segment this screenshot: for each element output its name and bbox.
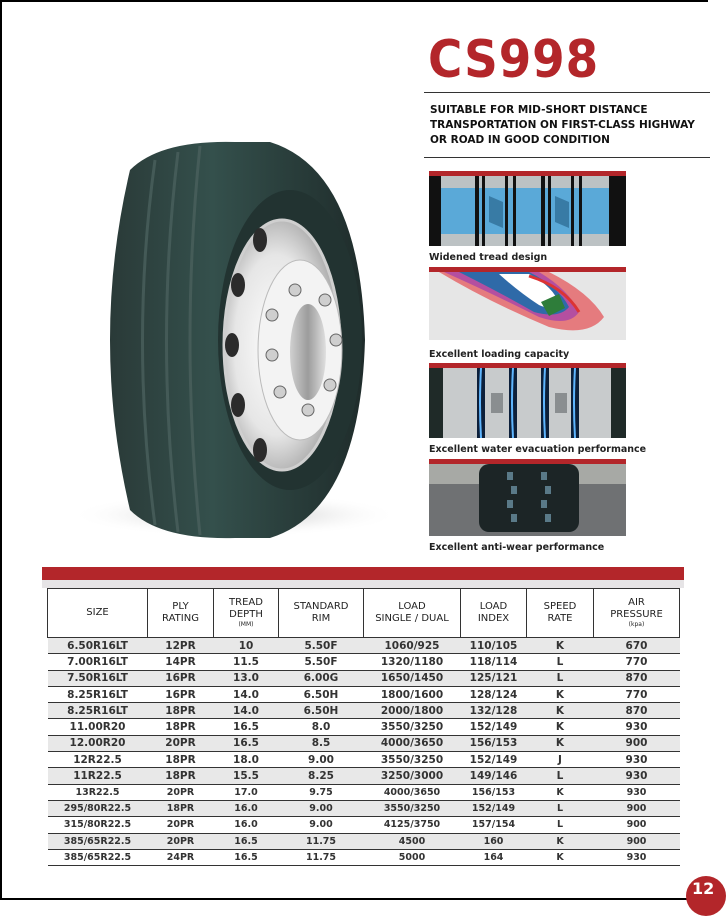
cell-load: 5000 <box>364 849 461 865</box>
product-model-title: CS998 <box>428 30 600 90</box>
table-row <box>48 638 680 654</box>
feature-water-evacuation <box>429 363 647 455</box>
cell-load: 1060/925 <box>364 638 461 654</box>
cell-size: 8.25R16LT <box>48 686 148 702</box>
cell-air-pressure: 930 <box>594 752 680 768</box>
cell-load-index: 164 <box>461 849 527 865</box>
cell-speed-rate: L <box>527 800 594 816</box>
cell-size: 385/65R22.5 <box>48 849 148 865</box>
cell-load-index: 156/153 <box>461 735 527 751</box>
cell-size: 12R22.5 <box>48 752 148 768</box>
cell-tread-depth: 13.0 <box>214 670 279 686</box>
feature-caption: Widened tread design <box>429 252 548 263</box>
cell-speed-rate: K <box>527 833 594 849</box>
anti-wear-image <box>429 464 626 536</box>
cell-tread-depth: 14.0 <box>214 703 279 719</box>
cell-load-index: 128/124 <box>461 686 527 702</box>
cell-ply-rating: 20PR <box>148 735 214 751</box>
cell-air-pressure: 900 <box>594 800 680 816</box>
cell-load: 1320/1180 <box>364 654 461 670</box>
table-row <box>48 686 680 702</box>
cell-ply-rating: 14PR <box>148 654 214 670</box>
table-row <box>48 719 680 735</box>
cell-standard-rim: 8.0 <box>279 719 364 735</box>
cell-size: 6.50R16LT <box>48 638 148 654</box>
cell-size: 315/80R22.5 <box>48 817 148 833</box>
cell-load-index: 125/121 <box>461 670 527 686</box>
cell-tread-depth: 16.0 <box>214 800 279 816</box>
page-number-badge: 12 <box>686 876 726 916</box>
cell-load: 3250/3000 <box>364 768 461 784</box>
cell-speed-rate: L <box>527 654 594 670</box>
cell-load-index: 149/146 <box>461 768 527 784</box>
header-air-pressure: AIR PRESSURE (kpa) <box>594 589 680 638</box>
cell-tread-depth: 16.5 <box>214 833 279 849</box>
cell-speed-rate: L <box>527 768 594 784</box>
cell-ply-rating: 20PR <box>148 817 214 833</box>
cell-air-pressure: 770 <box>594 686 680 702</box>
cell-tread-depth: 16.5 <box>214 849 279 865</box>
cell-ply-rating: 16PR <box>148 670 214 686</box>
cell-speed-rate: L <box>527 670 594 686</box>
table-row <box>48 752 680 768</box>
feature-caption: Excellent anti-wear performance <box>429 542 605 553</box>
cell-standard-rim: 6.50H <box>279 703 364 719</box>
description-divider <box>424 157 710 158</box>
table-row <box>48 735 680 751</box>
cell-standard-rim: 9.00 <box>279 817 364 833</box>
cell-tread-depth: 16.5 <box>214 735 279 751</box>
cell-size: 7.50R16LT <box>48 670 148 686</box>
cell-load-index: 110/105 <box>461 638 527 654</box>
table-row <box>48 703 680 719</box>
cell-standard-rim: 5.50F <box>279 638 364 654</box>
cell-tread-depth: 10 <box>214 638 279 654</box>
cell-size: 13R22.5 <box>48 784 148 800</box>
feature-caption: Excellent loading capacity <box>429 349 570 360</box>
tread-design-image <box>429 176 626 246</box>
cell-speed-rate: K <box>527 719 594 735</box>
cell-air-pressure: 930 <box>594 849 680 865</box>
cell-ply-rating: 18PR <box>148 719 214 735</box>
cell-size: 385/65R22.5 <box>48 833 148 849</box>
cell-size: 11R22.5 <box>48 768 148 784</box>
table-row <box>48 817 680 833</box>
header-load: LOAD SINGLE / DUAL <box>364 589 461 638</box>
cell-load: 1800/1600 <box>364 686 461 702</box>
cell-tread-depth: 17.0 <box>214 784 279 800</box>
cell-load: 4500 <box>364 833 461 849</box>
cell-air-pressure: 870 <box>594 670 680 686</box>
cell-speed-rate: L <box>527 817 594 833</box>
description-line: SUITABLE FOR MID-SHORT DISTANCE <box>430 104 648 116</box>
cell-load-index: 157/154 <box>461 817 527 833</box>
cell-standard-rim: 11.75 <box>279 849 364 865</box>
cell-size: 11.00R20 <box>48 719 148 735</box>
cell-standard-rim: 9.00 <box>279 752 364 768</box>
cell-air-pressure: 770 <box>594 654 680 670</box>
cell-size: 8.25R16LT <box>48 703 148 719</box>
table-header-spacer <box>42 580 684 588</box>
cell-load-index: 152/149 <box>461 800 527 816</box>
cell-ply-rating: 18PR <box>148 703 214 719</box>
cell-standard-rim: 6.50H <box>279 686 364 702</box>
cell-tread-depth: 14.0 <box>214 686 279 702</box>
header-size: SIZE <box>48 589 148 638</box>
table-row <box>48 800 680 816</box>
cell-air-pressure: 930 <box>594 768 680 784</box>
cell-load-index: 156/153 <box>461 784 527 800</box>
feature-widened-tread <box>429 171 626 263</box>
title-divider <box>424 92 710 93</box>
cell-speed-rate: K <box>527 735 594 751</box>
cell-load-index: 160 <box>461 833 527 849</box>
description-line: OR ROAD IN GOOD CONDITION <box>430 134 610 146</box>
table-row <box>48 768 680 784</box>
cell-ply-rating: 18PR <box>148 752 214 768</box>
cell-load: 1650/1450 <box>364 670 461 686</box>
cell-ply-rating: 16PR <box>148 686 214 702</box>
cell-load: 3550/3250 <box>364 752 461 768</box>
description-line: TRANSPORTATION ON FIRST-CLASS HIGHWAY <box>430 119 695 131</box>
table-header-row <box>48 589 680 638</box>
cross-section-image <box>429 272 626 340</box>
cell-tread-depth: 16.5 <box>214 719 279 735</box>
cell-load: 2000/1800 <box>364 703 461 719</box>
water-evacuation-image <box>429 368 626 438</box>
wheel-hub <box>290 304 326 400</box>
cell-tread-depth: 18.0 <box>214 752 279 768</box>
cell-tread-depth: 11.5 <box>214 654 279 670</box>
cell-load: 3550/3250 <box>364 800 461 816</box>
cell-load: 3550/3250 <box>364 719 461 735</box>
cell-standard-rim: 6.00G <box>279 670 364 686</box>
cell-load-index: 118/114 <box>461 654 527 670</box>
cell-speed-rate: K <box>527 784 594 800</box>
feature-anti-wear <box>429 459 626 553</box>
product-description <box>430 103 705 148</box>
header-load-index: LOAD INDEX <box>461 589 527 638</box>
cell-load-index: 152/149 <box>461 752 527 768</box>
cell-standard-rim: 9.75 <box>279 784 364 800</box>
cell-ply-rating: 20PR <box>148 784 214 800</box>
feature-loading-capacity <box>429 267 626 360</box>
cell-load-index: 132/128 <box>461 703 527 719</box>
specification-table <box>47 588 680 866</box>
header-ply-rating: PLY RATING <box>148 589 214 638</box>
table-body <box>48 638 680 866</box>
header-speed-rate: SPEED RATE <box>527 589 594 638</box>
cell-air-pressure: 900 <box>594 833 680 849</box>
cell-air-pressure: 900 <box>594 735 680 751</box>
header-standard-rim: STANDARD RIM <box>279 589 364 638</box>
cell-ply-rating: 24PR <box>148 849 214 865</box>
cell-air-pressure: 930 <box>594 784 680 800</box>
header-tread-depth: TREAD DEPTH (MM) <box>214 589 279 638</box>
cell-speed-rate: K <box>527 638 594 654</box>
table-row <box>48 670 680 686</box>
cell-air-pressure: 930 <box>594 719 680 735</box>
cell-ply-rating: 12PR <box>148 638 214 654</box>
table-row <box>48 784 680 800</box>
cell-load: 4000/3650 <box>364 784 461 800</box>
cell-standard-rim: 8.25 <box>279 768 364 784</box>
cell-tread-depth: 16.0 <box>214 817 279 833</box>
table-row <box>48 833 680 849</box>
cell-size: 7.00R16LT <box>48 654 148 670</box>
cell-standard-rim: 5.50F <box>279 654 364 670</box>
cell-speed-rate: K <box>527 849 594 865</box>
cell-air-pressure: 870 <box>594 703 680 719</box>
cell-standard-rim: 9.00 <box>279 800 364 816</box>
cell-air-pressure: 900 <box>594 817 680 833</box>
cell-load: 4000/3650 <box>364 735 461 751</box>
cell-speed-rate: K <box>527 703 594 719</box>
cell-standard-rim: 11.75 <box>279 833 364 849</box>
cell-load: 4125/3750 <box>364 817 461 833</box>
cell-ply-rating: 18PR <box>148 768 214 784</box>
cell-tread-depth: 15.5 <box>214 768 279 784</box>
cell-size: 295/80R22.5 <box>48 800 148 816</box>
cell-load-index: 152/149 <box>461 719 527 735</box>
cell-ply-rating: 20PR <box>148 833 214 849</box>
truck-tire-image <box>60 130 410 550</box>
cell-air-pressure: 670 <box>594 638 680 654</box>
table-row <box>48 849 680 865</box>
table-row <box>48 654 680 670</box>
cell-ply-rating: 18PR <box>148 800 214 816</box>
feature-caption: Excellent water evacuation performance <box>429 444 647 455</box>
cell-size: 12.00R20 <box>48 735 148 751</box>
table-accent-band <box>42 567 684 580</box>
cell-speed-rate: K <box>527 686 594 702</box>
cell-speed-rate: J <box>527 752 594 768</box>
cell-standard-rim: 8.5 <box>279 735 364 751</box>
